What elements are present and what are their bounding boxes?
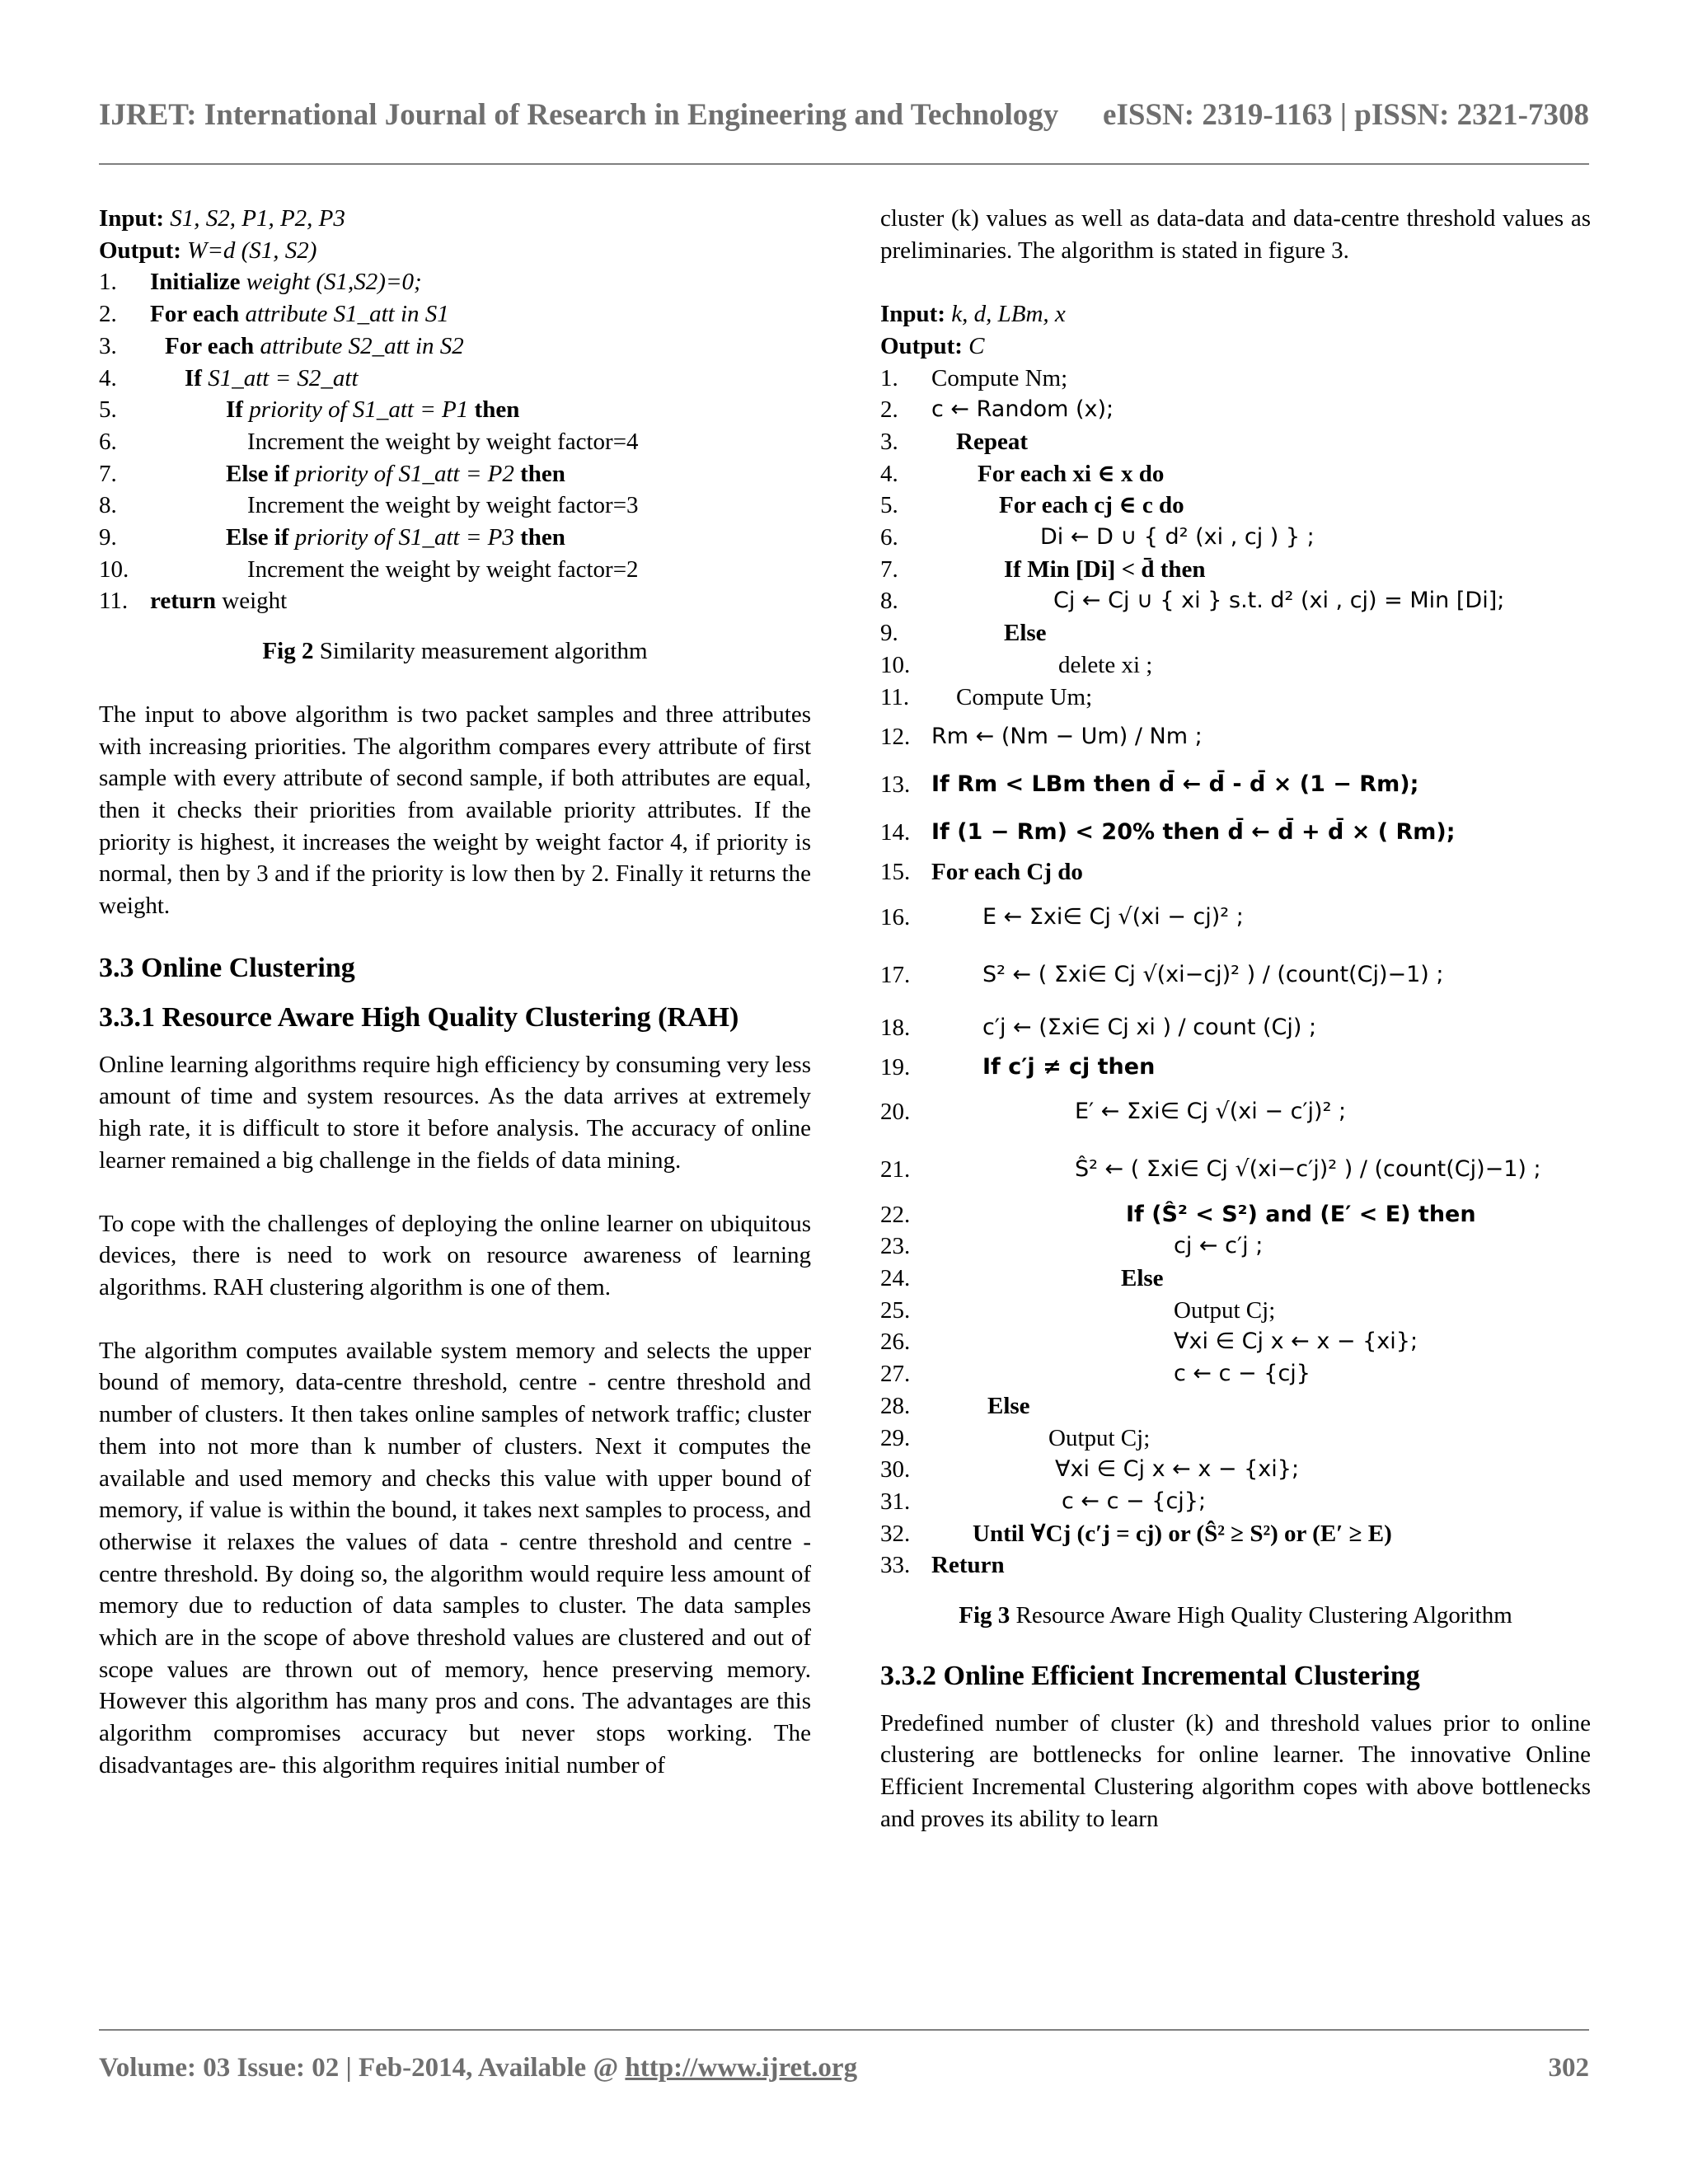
alg2-line: 11. return weight	[99, 585, 811, 617]
line-number: 9.	[880, 620, 898, 647]
line-number: 3.	[880, 428, 898, 455]
alg2-line: 1. Initialize weight (S1,S2)=0;	[99, 266, 811, 298]
line-number: 23.	[880, 1233, 911, 1260]
left-paragraph-4: The algorithm computes available system memory and selects the upper bound of memory, data-centre threshold, centre - centre threshold and number of clusters. It then takes online samples of network traffic; cluster them into not more than k number of clusters. Next it computes the available and used memory and checks this value with upper bound of memory, if value is within the bound, it takes next samples to process, and otherwise it relaxes the values of data - centre threshold and centre - centre threshold. By doing so, the algorithm would require less amount of memory due to reduction of data samples to cluster. The data samples which are in the scope of above threshold values are clustered and out of scope values are thrown out of memory, hence preserving memory. However this algorithm has many pros and cons. The advantages are this algorithm compromises accuracy but never stops working. The disadvantages are- this algorithm requires initial number of	[99, 1337, 811, 1779]
issn-label: eISSN: 2319-1163 | pISSN: 2321-7308	[1103, 98, 1589, 132]
line-number: 20.	[880, 1099, 911, 1126]
right-column	[880, 203, 1591, 1835]
alg3-line	[880, 490, 1591, 522]
line-number: 31.	[880, 1488, 911, 1515]
alg3-line-text: Compute Nm;	[931, 364, 1068, 391]
line-number: 10.	[99, 555, 129, 583]
line-number: 3.	[99, 332, 117, 359]
alg3-line	[880, 1295, 1591, 1327]
alg2-line: 7. Else if priority of S1_att = P2 then	[99, 458, 811, 490]
line-number: 8.	[880, 588, 898, 615]
fig2-caption: Fig 2 Similarity measurement algorithm	[262, 638, 648, 665]
alg3-line-text: ∀xi ∈ Cj x ← x − {xi};	[1174, 1329, 1418, 1355]
alg3-line	[880, 1326, 1591, 1358]
line-number: 25.	[880, 1296, 911, 1324]
line-number: 4.	[880, 460, 898, 487]
line-number: 17.	[880, 961, 911, 988]
alg3-line-text: If c′j ≠ cj then	[982, 1053, 1156, 1080]
alg3-line-text: Else	[1121, 1265, 1164, 1292]
alg3-line	[880, 682, 1591, 714]
alg3-line	[880, 458, 1591, 490]
alg2-line: 3. For each attribute S2_att in S2	[99, 330, 811, 363]
alg3-line-text: For each xi ∈ x do	[978, 460, 1165, 487]
alg3-line	[880, 1422, 1591, 1455]
footer-rule	[99, 2029, 1589, 2031]
line-number: 7.	[99, 460, 117, 487]
alg3-line	[880, 522, 1591, 554]
alg3-line	[880, 1052, 1591, 1084]
line-number: 12.	[880, 723, 911, 750]
line-number: 11.	[99, 588, 129, 615]
alg3-line-text: E′ ← Σxi∈ Cj √(xi − c′j)² ;	[1075, 1099, 1347, 1125]
alg3-line-text: E ← Σxi∈ Cj √(xi − cj)² ;	[982, 903, 1244, 930]
alg3-line-text: For each cj ∈ c do	[999, 492, 1184, 519]
line-number: 6.	[99, 428, 117, 455]
line-number: 18.	[880, 1014, 911, 1041]
alg2-line: 9. Else if priority of S1_att = P3 then	[99, 522, 811, 554]
alg2-line: 4. If S1_att = S2_att	[99, 363, 811, 395]
line-number: 10.	[880, 651, 911, 678]
line-number: 2.	[99, 301, 117, 328]
alg3-line	[880, 808, 1591, 856]
alg3-line-text: Output Cj;	[1174, 1296, 1276, 1324]
alg2-listing	[99, 266, 811, 617]
right-paragraph-top: cluster (k) values as well as data-data and data-centre threshold values as preliminaries. The algorithm is stated in figure 3.	[880, 205, 1591, 264]
alg3-line-text: cj ← c′j ;	[1174, 1233, 1264, 1259]
alg3-line	[880, 1230, 1591, 1263]
alg3-listing	[880, 363, 1591, 1582]
alg3-line	[880, 1390, 1591, 1422]
alg3-line-text: If Rm < LBm then d̄ ← d̄ - d̄ × (1 − Rm);	[931, 771, 1419, 797]
section-heading-3-3-1: 3.3.1 Resource Aware High Quality Clustering (RAH)	[99, 1001, 739, 1033]
alg2-line: 10. Increment the weight by weight factor=2	[99, 554, 811, 586]
line-number: 1.	[880, 364, 898, 391]
alg2-line: 6. Increment the weight by weight factor=4	[99, 426, 811, 458]
alg3-line-text: If (1 − Rm) < 20% then d̄ ← d̄ + d̄ × ( Rm);	[931, 818, 1456, 845]
line-number: 21.	[880, 1156, 911, 1183]
line-number: 5.	[880, 492, 898, 519]
line-number: 33.	[880, 1552, 911, 1579]
alg3-output: Output: C	[880, 332, 985, 359]
alg3-line-text: c ← Random (x);	[931, 396, 1114, 423]
alg3-line-text: Di ← D ∪ { d² (xi , cj ) } ;	[1040, 524, 1315, 551]
header-rule	[99, 163, 1589, 165]
alg3-line-text: Output Cj;	[1048, 1424, 1151, 1451]
alg3-line-text: Repeat	[956, 428, 1028, 455]
line-number: 1.	[99, 269, 117, 296]
alg3-line	[880, 617, 1591, 649]
alg3-line-text: Compute Um;	[956, 683, 1093, 710]
page-footer	[99, 2053, 1589, 2083]
alg3-line-text: Return	[931, 1552, 1005, 1579]
alg3-line	[880, 856, 1591, 888]
alg3-line	[880, 585, 1591, 617]
alg3-line	[880, 426, 1591, 458]
page-number: 302	[1548, 2053, 1589, 2083]
alg3-line	[880, 1084, 1591, 1141]
line-number: 32.	[880, 1520, 911, 1547]
alg3-line	[880, 1141, 1591, 1199]
section-heading-3-3: 3.3 Online Clustering	[99, 952, 355, 983]
left-paragraph-3: To cope with the challenges of deploying the online learner on ubiquitous devices, there is need to work on resource awareness of learning algorithms. RAH clustering algorithm is one of them.	[99, 1210, 811, 1301]
footer-volume: Volume: 03 Issue: 02 | Feb-2014, Available @ http://www.ijret.org	[99, 2053, 858, 2083]
alg2-output: Output: W=d (S1, S2)	[99, 237, 317, 264]
alg3-line	[880, 1004, 1591, 1052]
fig3-caption: Fig 3 Resource Aware High Quality Clustering Algorithm	[959, 1602, 1512, 1629]
page-header	[99, 97, 1589, 133]
alg3-line-text: Until ∀Cj (c′j = cj) or (Ŝ² ≥ S²) or (E′ ≥ E)	[973, 1520, 1392, 1547]
alg3-line-text: If (Ŝ² < S²) and (E′ < E) then	[1126, 1201, 1476, 1227]
alg3-line	[880, 888, 1591, 946]
line-number: 4.	[99, 364, 117, 391]
line-number: 26.	[880, 1329, 911, 1356]
alg3-line	[880, 761, 1591, 808]
alg3-input: Input: k, d, LBm, x	[880, 301, 1066, 328]
line-number: 27.	[880, 1361, 911, 1388]
right-paragraph-bottom: Predefined number of cluster (k) and threshold values prior to online clustering are bottlenecks for online learner. The innovative Online Efficient Incremental Clustering algorithm copes with above bottlenecks and proves its ability to learn	[880, 1709, 1591, 1832]
line-number: 9.	[99, 524, 117, 551]
alg3-line-text: c′j ← (Σxi∈ Cj xi ) / count (Cj) ;	[982, 1014, 1317, 1040]
alg3-line-text: If Min [Di] < d̄ then	[1004, 555, 1206, 583]
line-number: 14.	[880, 818, 911, 846]
left-column	[99, 203, 811, 1782]
alg3-line-text: Rm ← (Nm − Um) / Nm ;	[931, 723, 1203, 749]
line-number: 13.	[880, 771, 911, 798]
alg2-line: 8. Increment the weight by weight factor=3	[99, 490, 811, 522]
line-number: 24.	[880, 1265, 911, 1292]
alg3-line	[880, 649, 1591, 682]
alg3-line	[880, 363, 1591, 395]
alg2-line: 2. For each attribute S1_att in S1	[99, 298, 811, 330]
alg3-line-text: Cj ← Cj ∪ { xi } s.t. d² (xi , cj) = Min [Di];	[1053, 588, 1505, 614]
line-number: 5.	[99, 396, 117, 424]
line-number: 8.	[99, 492, 117, 519]
alg3-line	[880, 1486, 1591, 1518]
left-paragraph-1: The input to above algorithm is two packet samples and three attributes with increasing priorities. The algorithm compares every attribute of first sample with every attribute of second sample, if both attributes are equal, then it checks their priorities from available priority attributes. If the priority is highest, it increases the weight by weight factor 4, if priority is normal, then by 3 and if the priority is low then by 2. Finally it returns the weight.	[99, 701, 811, 920]
line-number: 28.	[880, 1392, 911, 1419]
alg3-line	[880, 1454, 1591, 1486]
line-number: 11.	[880, 683, 910, 710]
line-number: 6.	[880, 524, 898, 551]
alg3-line	[880, 1549, 1591, 1582]
line-number: 7.	[880, 555, 898, 583]
alg3-line-text: delete xi ;	[1058, 651, 1153, 678]
line-number: 16.	[880, 903, 911, 930]
alg3-line	[880, 394, 1591, 426]
alg3-line-text: c ← c − {cj}	[1174, 1361, 1311, 1387]
line-number: 15.	[880, 859, 911, 886]
alg3-line	[880, 1358, 1591, 1390]
alg3-line-text: S² ← ( Σxi∈ Cj √(xi−cj)² ) / (count(Cj)−1) ;	[982, 961, 1444, 987]
line-number: 30.	[880, 1456, 911, 1483]
alg3-line-text: c ← c − {cj};	[1062, 1488, 1207, 1514]
alg3-line	[880, 1263, 1591, 1295]
line-number: 29.	[880, 1424, 911, 1451]
alg3-line-text: For each Cj do	[931, 859, 1083, 886]
line-number: 22.	[880, 1201, 911, 1228]
alg3-line	[880, 713, 1591, 761]
section-heading-3-3-2: 3.3.2 Online Efficient Incremental Clustering	[880, 1660, 1420, 1691]
line-number: 2.	[880, 396, 898, 424]
alg3-line	[880, 946, 1591, 1004]
journal-title: IJRET: International Journal of Research in Engineering and Technology	[99, 98, 1059, 132]
alg3-line-text: Else	[1004, 620, 1047, 647]
alg3-line-text: ∀xi ∈ Cj x ← x − {xi};	[1055, 1456, 1300, 1483]
alg3-line	[880, 1199, 1591, 1231]
alg2-input: Input: S1, S2, P1, P2, P3	[99, 205, 345, 232]
alg3-line	[880, 554, 1591, 586]
left-paragraph-2: Online learning algorithms require high efficiency by consuming very less amount of time and system resources. As the data arrives at extremely high rate, it is difficult to store it before analysis. The accuracy of online learner remained a big challenge in the fields of data mining.	[99, 1051, 811, 1174]
alg3-line-text: Else	[987, 1392, 1030, 1419]
journal-link[interactable]: http://www.ijret.org	[625, 2053, 858, 2083]
alg3-line	[880, 1518, 1591, 1550]
alg3-line-text: Ŝ² ← ( Σxi∈ Cj √(xi−c′j)² ) / (count(Cj)−1) ;	[1075, 1156, 1541, 1183]
alg2-line: 5. If priority of S1_att = P1 then	[99, 394, 811, 426]
line-number: 19.	[880, 1053, 911, 1080]
